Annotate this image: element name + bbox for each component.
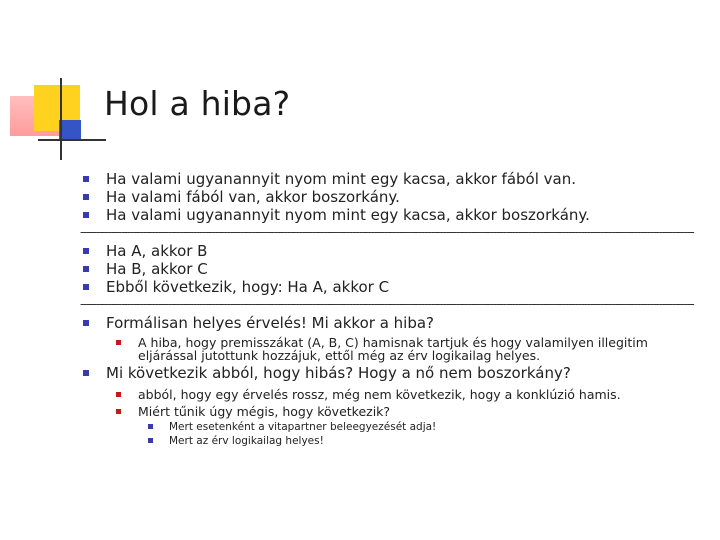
- bullet-text: Ebből következik, hogy: Ha A, akkor C: [106, 278, 390, 296]
- bullet-square-icon: [83, 176, 89, 182]
- subsubbullet-reason-2: [80, 434, 690, 448]
- bullet-schema-3: [80, 278, 690, 296]
- decor-horizontal-line: [38, 139, 106, 141]
- bullet-square-icon: [83, 370, 89, 376]
- bullet-square-icon: [83, 248, 89, 254]
- subbullet-answer-3: [80, 405, 690, 418]
- bullet-question-1: [80, 314, 690, 332]
- subsubbullet-reason-1: [80, 420, 690, 434]
- slide-body: [80, 170, 694, 448]
- bullet-premise-2: [80, 188, 690, 206]
- bullet-square-icon: [83, 320, 89, 326]
- subbullet-square-icon: [116, 340, 121, 345]
- subbullet-text: A hiba, hogy premisszákat (A, B, C) hamisnak tartjuk és hogy valamilyen illegitim eljárással jutottunk hozzájuk, ettől még az érv logikailag helyes.: [138, 335, 648, 363]
- bullet-question-2: [80, 364, 690, 382]
- subbullet-square-icon: [116, 409, 121, 414]
- subbullet-answer-1: [80, 336, 690, 362]
- subbullet-answer-2: [80, 388, 690, 401]
- subbullet-square-icon: [116, 392, 121, 397]
- decor-blue-square: [59, 120, 81, 141]
- slide-title: Hol a hiba?: [104, 84, 291, 123]
- bullet-text: Formálisan helyes érvelés! Mi akkor a hiba?: [106, 314, 435, 332]
- bullet-square-icon: [83, 284, 89, 290]
- bullet-square-icon: [83, 212, 89, 218]
- bullet-text: Ha B, akkor C: [106, 260, 208, 278]
- decor-vertical-line: [60, 78, 62, 160]
- subbullet-text: abból, hogy egy érvelés rossz, még nem következik, hogy a konklúzió hamis.: [138, 387, 621, 402]
- bullet-text: Ha A, akkor B: [106, 242, 208, 260]
- bullet-schema-1: [80, 242, 690, 260]
- separator-line: ----------------------------------------------------------------------------------------------------------------------------------------------------------------------------------------------------: [80, 297, 694, 311]
- bullet-premise-1: [80, 170, 690, 188]
- subsubbullet-square-icon: [148, 438, 153, 443]
- bullet-text: Ha valami ugyanannyit nyom mint egy kacsa, akkor fából van.: [106, 170, 576, 188]
- subsubbullet-square-icon: [148, 424, 153, 429]
- bullet-square-icon: [83, 194, 89, 200]
- separator-line: ----------------------------------------------------------------------------------------------------------------------------------------------------------------------------------------------------: [80, 225, 694, 239]
- bullet-conclusion: [80, 206, 690, 224]
- bullet-text: Ha valami fából van, akkor boszorkány.: [106, 188, 400, 206]
- subsubbullet-text: Mert az érv logikailag helyes!: [169, 435, 324, 447]
- subbullet-text: Miért tűnik úgy mégis, hogy következik?: [138, 404, 391, 419]
- subsubbullet-text: Mert esetenként a vitapartner beleegyezését adja!: [169, 421, 437, 433]
- bullet-schema-2: [80, 260, 690, 278]
- bullet-square-icon: [83, 266, 89, 272]
- bullet-text: Ha valami ugyanannyit nyom mint egy kacsa, akkor boszorkány.: [106, 206, 590, 224]
- bullet-text: Mi következik abból, hogy hibás? Hogy a nő nem boszorkány?: [106, 364, 571, 382]
